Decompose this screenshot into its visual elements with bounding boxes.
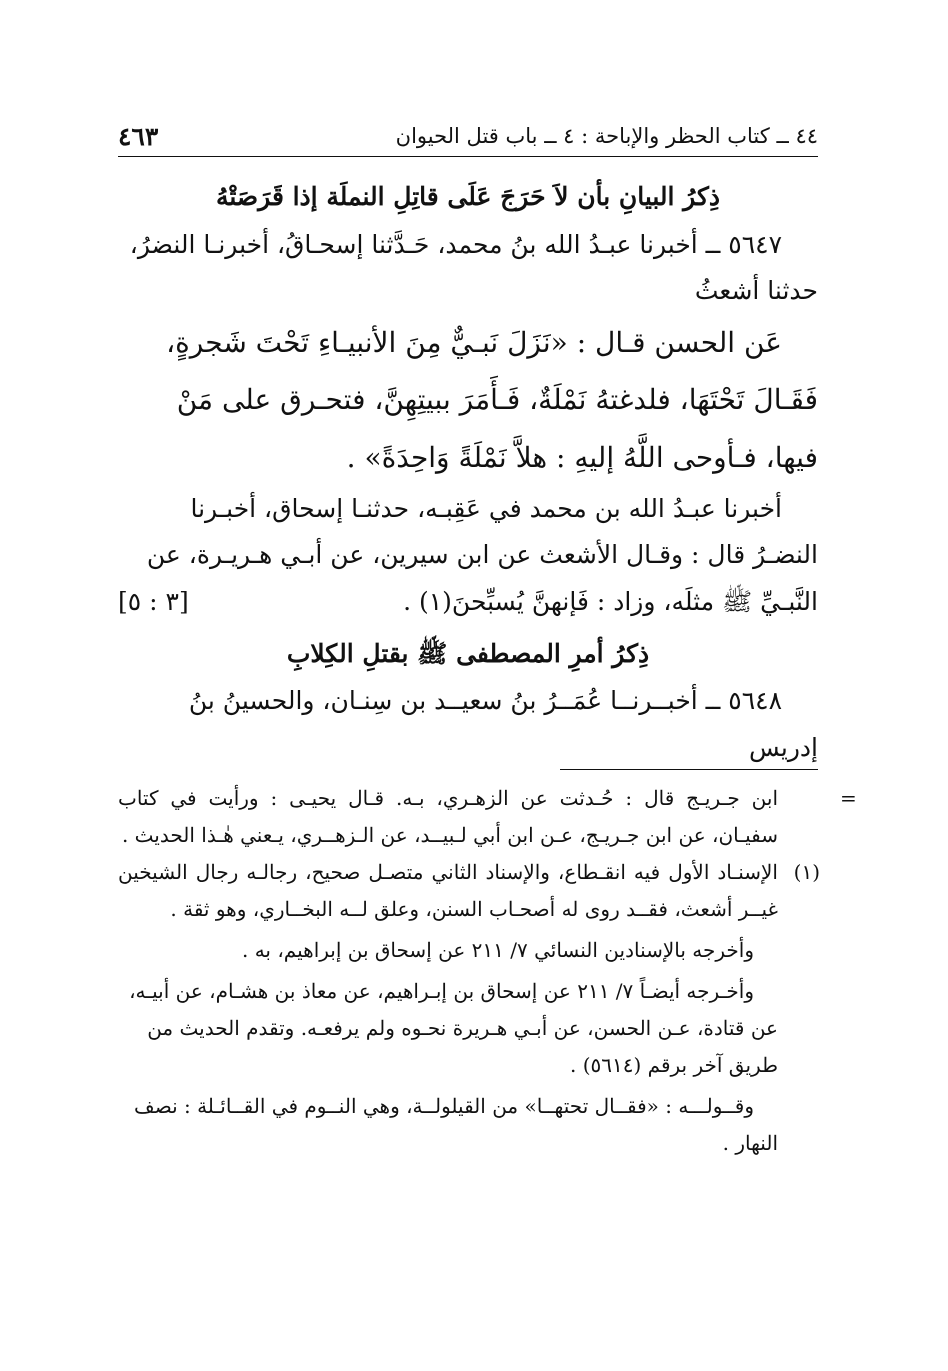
footnote-rule: [560, 769, 818, 770]
footnotes: [118, 780, 820, 1162]
running-head: ٤٤ ــ كتاب الحظر والإباحة : ٤ ــ باب قتل الحيوان: [395, 124, 818, 148]
header-rule: [118, 156, 818, 157]
footnote-continued-text: ابن جـريـج قال : حُـدثت عن الزهـري، بـه. قـال يحيـى : ورأيت في كتاب سفيـان، عن ابن جـريـج، عـن ابن أبي لـبيــد، عن الـزهــري، يـعني هٰـذا الحديث .: [118, 786, 778, 847]
footnote-continued: [118, 780, 820, 854]
footnote-1-para-2: وأخرجه بالإسنادين النسائي ٧/ ٢١١ عن إسحاق بن إبراهيم، به .: [241, 938, 754, 962]
footnote-1-para-3: وأخـرجه أيضـاً ٧/ ٢١١ عن إسحاق بن إبـراهيم، عن معاذ بن هشـام، عن أبيـه، عن قتادة، عـن الحسن، عن أبـي هـريرة نحـوه ولم يرفعـه. وتقدم الحديث من طريق آخر برقم (٥٦١٤) .: [129, 979, 778, 1077]
footnote-1-marker: (١): [793, 860, 820, 884]
hadith-5647-matn: عَن الحسن قـال : «نَزَلَ نَبـيٌّ مِنَ الأنبيـاءِ تَحْتَ شَجرةٍ، فَقَـالَ تَحْتَهَا، فلدغتهُ نَمْلَةٌ، فَـأَمَرَ ببيتِهِنَّ، فتحـرق على مَنْ فيها، فـأوحى اللَّهُ إليهِ : هلاَّ نَمْلَةً وَاحِدَةً» .: [166, 326, 818, 474]
footnote-1: [118, 854, 820, 928]
reference-bracket: [٣ : ٥]: [118, 586, 189, 616]
main-text: [118, 168, 818, 771]
hadith-5647-isnad: ٥٦٤٧ ــ أخبرنا عبـدُ الله بنُ محمد، حَـدَّثنا إسحـاقُ، أخبرنـا النضرُ،: [129, 229, 782, 259]
footnote-continuation-mark: =: [840, 786, 857, 810]
section-heading-ant: ذِكرُ البيانِ بأن لاَ حَرَجَ عَلَى قاتِلِ النملَة إذا قَرَصَتْهُ: [215, 182, 721, 211]
page-header: [118, 118, 818, 154]
footnote-1-para-4: وقــولـــه : «فقــال تحتهــا» من القيلولــة، وهي النــوم في القــائـلة : نصف النهار .: [134, 1094, 778, 1155]
hadith-5647-isnad-end: حدثنا أشعثُ: [694, 275, 818, 305]
section-heading-dogs: ذِكرُ أمرِ المصطفى ﷺ بقتلِ الكِلابِ: [286, 638, 650, 668]
footnote-1-text: الإسنـاد الأول فيه انقـطاع، والإسناد الثاني متصـل صحيح، رجالـه رجال الشيخين غيــر أشعث، فقــد روى له أصحـاب السنن، وعلق لــه البخــاري، وهو ثقة .: [118, 860, 778, 921]
hadith-5647-second-chain-end: [118, 579, 818, 625]
hadith-5647-second-chain: أخبرنا عبـدُ الله بن محمد في عَقِبـه، حدثنـا إسحاق، أخبـرنا النضـرُ قال : وقـال الأشعث عن ابن سيرين، عن أبـي هـريـرة، عن: [146, 494, 818, 570]
page-number: ٤٦٣: [118, 121, 159, 151]
hadith-5647-addition: النَّبـيِّ ﷺ مثلَه، وزاد : فَإنهنَّ يُسبِّحنَ(١) .: [403, 586, 818, 616]
footnote-marker-blank: [778, 780, 820, 854]
hadith-5648-isnad: ٥٦٤٨ ــ أخبــرنــا عُمَــرُ بنُ سعيــد بن سِنـان، والحسينُ بنُ إدريس: [188, 686, 818, 762]
